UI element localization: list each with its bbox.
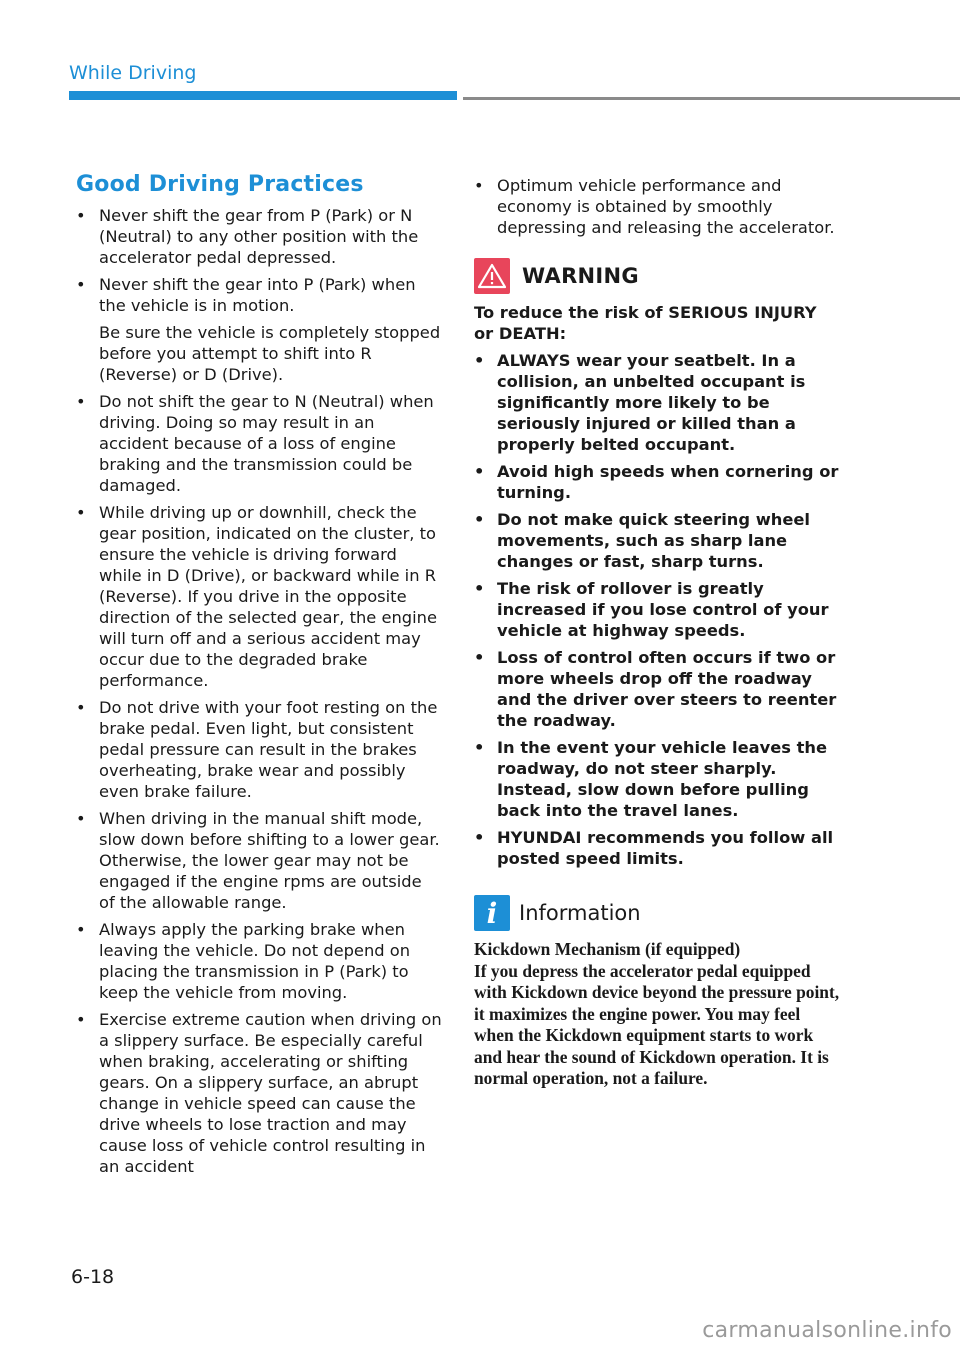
list-item-text: • Never shift the gear into P (Park) when the vehicle is in motion. xyxy=(99,275,416,315)
list-item-text: • HYUNDAI recommends you follow all posted speed limits. xyxy=(497,828,834,868)
list-item-text: • Exercise extreme caution when driving on a slippery surface. Be especially careful when braking, accelerating or shifting gears. On a slippery surface, an abrupt change in vehicle speed can cause the drive wheels to lose traction and may cause loss of vehicle control resulting in an accident xyxy=(99,1010,442,1176)
list-item-text: • Always apply the parking brake when leaving the vehicle. Do not depend on placing the transmission in P (Park) to keep the vehicle from moving. xyxy=(99,920,411,1002)
continued-list xyxy=(474,175,840,238)
list-item-text: • While driving up or downhill, check the gear position, indicated on the cluster, to ensure the vehicle is driving forward while in D (Drive), or backward while in R (Reverse). If you drive in the opposite direction of the selected gear, the engine will turn off and a serious accident may occur due to the degraded brake performance. xyxy=(99,503,437,690)
warning-header xyxy=(474,258,840,294)
warning-intro: To reduce the risk of SERIOUS INJURY or DEATH: xyxy=(474,303,817,343)
list-item xyxy=(76,274,442,385)
page-number: 6-18 xyxy=(71,1266,115,1288)
list-item xyxy=(76,919,442,1003)
information-heading: Kickdown Mechanism (if equipped) xyxy=(474,939,741,959)
list-item xyxy=(474,461,840,503)
information-title: Information xyxy=(519,901,641,925)
list-item xyxy=(474,509,840,572)
header-rule-gray xyxy=(463,97,960,100)
header-section-title: While Driving xyxy=(69,62,197,84)
list-item-text: • Do not make quick steering wheel movements, such as sharp lane changes or fast, sharp turns. xyxy=(497,510,811,571)
list-item xyxy=(76,808,442,913)
list-item-text: • Optimum vehicle performance and economy is obtained by smoothly depressing and releasing the accelerator. xyxy=(497,176,835,237)
list-item xyxy=(474,647,840,731)
info-icon: i xyxy=(474,895,510,931)
list-item-text: • The risk of rollover is greatly increased if you lose control of your vehicle at highway speeds. xyxy=(497,579,829,640)
list-item xyxy=(76,1009,442,1177)
right-column xyxy=(474,175,840,1090)
information-body: If you depress the accelerator pedal equipped with Kickdown device beyond the pressure point, it maximizes the engine power. You may feel when the Kickdown equipment starts to work and hear the sound of Kickdown operation. It is normal operation, not a failure. xyxy=(474,960,840,1088)
list-item-text: • In the event your vehicle leaves the roadway, do not steer sharply. Instead, slow down before pulling back into the travel lanes. xyxy=(497,738,828,820)
list-item xyxy=(76,205,442,268)
left-column xyxy=(76,172,442,1183)
header-rule-accent xyxy=(69,91,457,100)
driving-practices-list xyxy=(76,205,442,1177)
list-item-text: • Avoid high speeds when cornering or turning. xyxy=(497,462,839,502)
list-item-text: • ALWAYS wear your seatbelt. In a collision, an unbelted occupant is significantly more likely to be seriously injured or killed than a properly belted occupant. xyxy=(497,351,806,454)
list-item-text: • Never shift the gear from P (Park) or N (Neutral) to any other position with the accelerator pedal depressed. xyxy=(99,206,419,267)
list-item-text: • When driving in the manual shift mode, slow down before shifting to a lower gear. Otherwise, the lower gear may not be engaged if the engine rpms are outside of the allowable range. xyxy=(99,809,440,912)
warning-title: WARNING xyxy=(522,264,639,288)
list-item xyxy=(76,502,442,691)
list-item-text: • Do not shift the gear to N (Neutral) when driving. Doing so may result in an accident because of a loss of engine braking and the transmission could be damaged. xyxy=(99,392,434,495)
warning-triangle-icon xyxy=(474,258,510,294)
list-item-subtext: Be sure the vehicle is completely stopped before you attempt to shift into R (Reverse) or D (Drive). xyxy=(99,323,441,384)
section-heading: Good Driving Practices xyxy=(76,172,364,197)
list-item xyxy=(474,737,840,821)
list-item xyxy=(76,697,442,802)
list-item xyxy=(76,391,442,496)
watermark: carmanualsonline.info xyxy=(702,1318,952,1343)
list-item-text: • Loss of control often occurs if two or more wheels drop off the roadway and the driver over steers to reenter the roadway. xyxy=(497,648,837,730)
list-item xyxy=(474,350,840,455)
information-header xyxy=(474,895,840,931)
warning-list xyxy=(474,350,840,869)
list-item-text: • Do not drive with your foot resting on the brake pedal. Even light, but consistent pedal pressure can result in the brakes overheating, brake wear and possibly even brake failure. xyxy=(99,698,438,801)
list-item xyxy=(474,175,840,238)
list-item xyxy=(474,578,840,641)
list-item xyxy=(474,827,840,869)
